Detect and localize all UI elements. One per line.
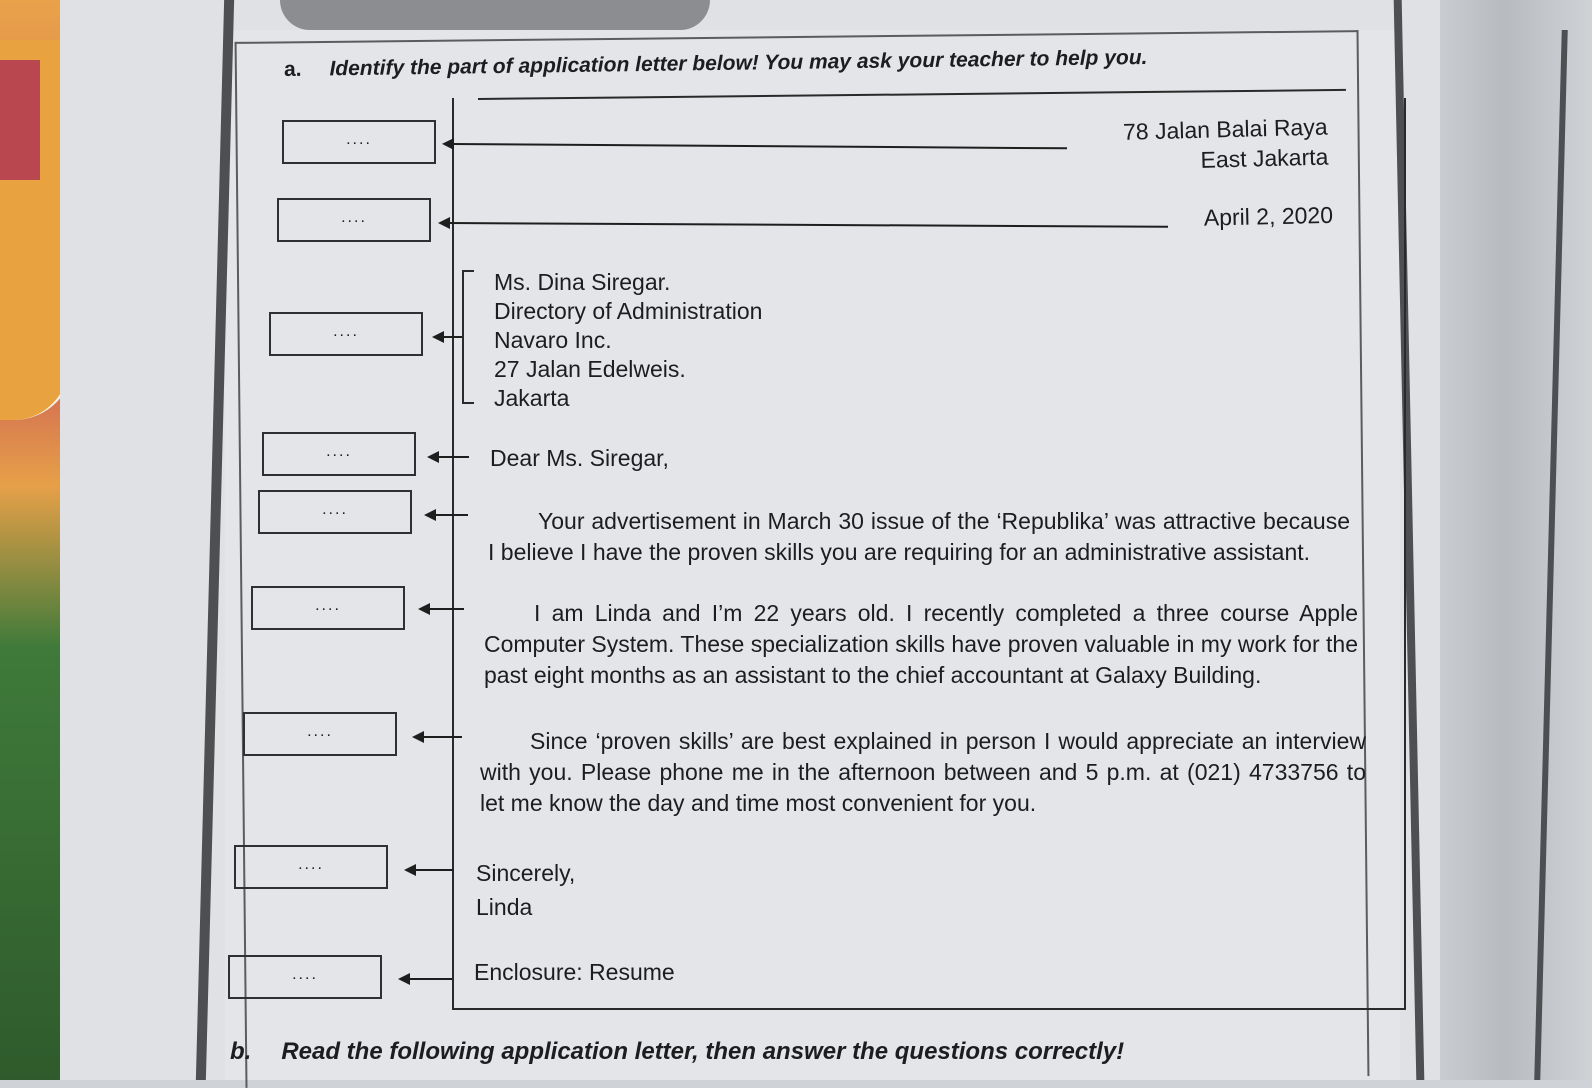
paper-fold-right xyxy=(1440,0,1592,1080)
arrow-enclosure xyxy=(408,978,452,980)
header-tab-graphic xyxy=(280,0,710,30)
inside-address-line: Jakarta xyxy=(494,385,570,411)
body-paragraph-2-text: I am Linda and I’m 22 years old. I recently completed a three course Apple Computer System. These specialization skills have proven valuable in my work for the past eight months as an assistant to the chief accountant at Galaxy Building. xyxy=(484,600,1358,688)
body-paragraph-2 xyxy=(484,598,1358,691)
inside-address xyxy=(494,268,762,413)
answer-box-enclosure[interactable]: .... xyxy=(228,955,382,999)
answer-box-closing-paragraph[interactable]: .... xyxy=(243,712,397,756)
answer-box-opening[interactable]: .... xyxy=(258,490,412,534)
inside-address-line: 27 Jalan Edelweis. xyxy=(494,356,686,382)
closing-block xyxy=(476,856,575,924)
inside-address-bracket xyxy=(462,270,474,404)
body-paragraph-1 xyxy=(488,506,1350,568)
instruction-marker: a. xyxy=(283,57,302,81)
answer-box-salutation[interactable]: .... xyxy=(262,432,416,476)
answer-box-date[interactable]: .... xyxy=(277,198,431,242)
next-question xyxy=(230,1038,1124,1066)
heading-address xyxy=(1059,113,1328,180)
body-paragraph-3-text: Since ‘proven skills’ are best explained in person I would appreciate an interview with you. Please phone me in the afternoon between and 5 p.m. at (021) 4733756 to let me know the day and time most convenient for you. xyxy=(480,728,1366,816)
instruction-text: Identify the part of application letter below! You may ask your teacher to help you. xyxy=(329,45,1148,81)
complimentary-close: Sincerely, xyxy=(476,860,576,886)
next-question-marker: b. xyxy=(230,1038,252,1065)
heading-date: April 2, 2020 xyxy=(1203,201,1334,231)
inside-address-line: Directory of Administration xyxy=(494,298,763,324)
arrow-complimentary-close xyxy=(414,869,454,871)
salutation: Dear Ms. Siregar, xyxy=(490,445,669,471)
body-paragraph-3 xyxy=(480,726,1366,819)
answer-box-complimentary-close[interactable]: .... xyxy=(234,845,388,889)
arrow-opening xyxy=(434,514,468,516)
next-question-text: Read the following application letter, then answer the questions correctly! xyxy=(281,1038,1125,1065)
answer-box-body[interactable]: .... xyxy=(251,586,405,630)
heading-address-line2: East Jakarta xyxy=(1200,143,1329,173)
heading-address-line1: 78 Jalan Balai Raya xyxy=(1122,113,1328,145)
body-paragraph-1-text: Your advertisement in March 30 issue of the ‘Republika’ was attractive because I believe I have the proven skills you are requiring for an administrative assistant. xyxy=(488,508,1350,565)
arrow-closing-paragraph xyxy=(422,736,462,738)
inside-address-line: Ms. Dina Siregar. xyxy=(494,269,671,295)
answer-box-inside-address[interactable]: .... xyxy=(269,312,423,356)
arrow-inside-address xyxy=(442,336,464,338)
answer-box-heading[interactable]: .... xyxy=(282,120,436,164)
poster-red-band xyxy=(0,60,40,180)
arrow-body xyxy=(428,608,464,610)
signature: Linda xyxy=(476,894,533,920)
inside-address-line: Navaro Inc. xyxy=(494,327,612,353)
arrow-salutation xyxy=(437,456,469,458)
enclosure: Enclosure: Resume xyxy=(474,959,675,985)
